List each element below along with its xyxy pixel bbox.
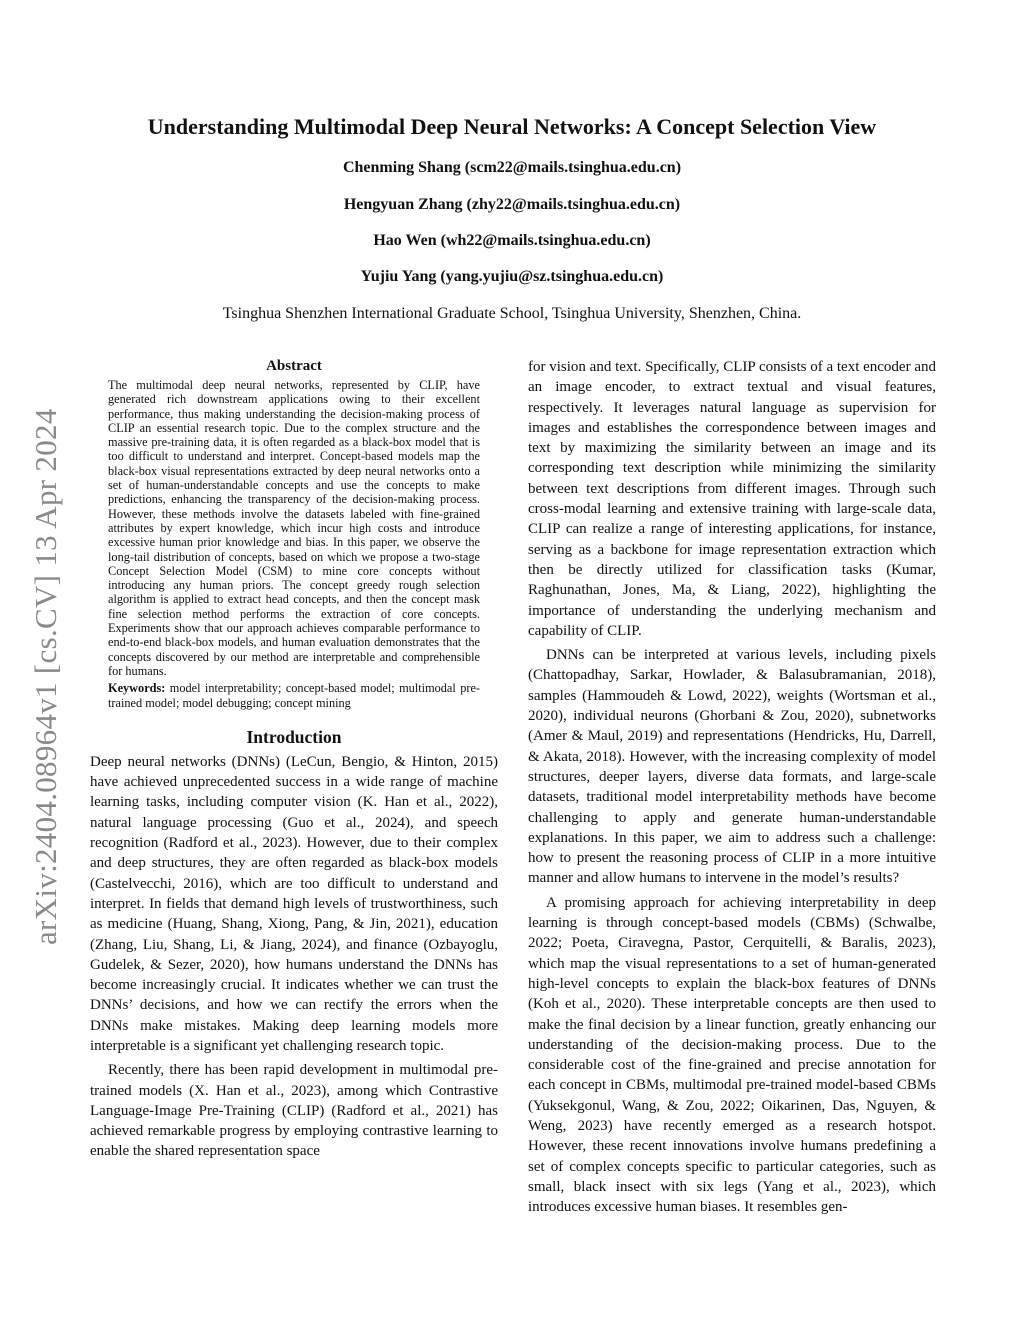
abstract-heading: Abstract — [266, 358, 322, 374]
author-1: Chenming Shang (scm22@mails.tsinghua.edu.cn) — [342, 159, 682, 176]
intro-paragraph-5: A promising approach for achieving interpretability in deep learning is through concept-based models (CBMs) (Schwalbe, 2022; Poeta, Ciravegna, Pastor, Cerquitelli, & Baralis, 2023), which map the visual representations to a set of human-generated high-level concepts to explain the black-box features of DNNs (Koh et al., 2020). These interpretable concepts are then used to make the final decision by a linear function, greatly enhancing our understanding of the decision-making process. Due to the considerable cost of the fine-grained and precise annotation for each concept in CBMs, multimodal pre-trained model-based CBMs (Yuksekgonul, Wang, & Zou, 2022; Oikarinen, Das, Nguyen, & Weng, 2023) have recently emerged as a research hotspot. However, these recent innovations involve humans predefining a set of complex concepts specific to particular categories, such as small, black insect with six legs (Yang et al., 2023), which introduces excessive human biases. It resembles gen- — [528, 894, 936, 1216]
arxiv-stamp: arXiv:2404.08964v1 [cs.CV] 13 Apr 2024 — [28, 408, 63, 945]
affiliation: Tsinghua Shenzhen International Graduate School, Tsinghua University, Shenzhen, China. — [222, 305, 802, 322]
keywords — [108, 681, 480, 710]
left-column — [90, 358, 498, 1162]
intro-paragraph-4: DNNs can be interpreted at various levels, including pixels (Chattopadhay, Sarkar, Howlader, & Balasubramanian, 2018), samples (Hammoudeh & Lowd, 2022), weights (Wortsman et al., 2020), individual neurons (Ghorbani & Zou, 2020), subnetworks (Amer & Maul, 2019) and representations (Hendricks, Hu, Darrell, & Akata, 2018). However, with the increasing complexity of model structures, deeper layers, diverse data formats, and large-scale datasets, traditional model interpretability methods have become challenging to apply and generate human-understandable explanations. In this paper, we aim to address such a challenge: how to present the reasoning process of CLIP in a more intuitive manner and allow humans to intervene in the model’s results? — [528, 647, 936, 887]
intro-paragraph-1: Deep neural networks (DNNs) (LeCun, Bengio, & Hinton, 2015) have achieved unprecedented success in a wide range of machine learning tasks, including computer vision (K. Han et al., 2022), natural language processing (Guo et al., 2024), and speech recognition (Radford et al., 2023). However, due to their complex and deep structures, they are often regarded as black-box models (Castelvecchi, 2016), which are too difficult to understand and interpret. In fields that demand high levels of trustworthiness, such as medicine (Huang, Shang, Xiong, Pang, & Jin, 2021), education (Zhang, Liu, Shang, Li, & Jiang, 2024), and finance (Ozbayoglu, Gudelek, & Sezer, 2020), how humans understand the DNNs has become increasingly crucial. It indicates whether we can trust the DNNs’ decisions, and how we can rectify the errors when the DNNs make mistakes. Making deep learning models more interpretable is a significant yet challenging research topic. — [90, 753, 498, 1054]
intro-paragraph-3: for vision and text. Specifically, CLIP consists of a text encoder and an image encoder, to extract textual and visual features, respectively. It leverages natural language as supervision for images and establishes the correspondence between images and text by maximizing the similarity between an image and its corresponding text description while minimizing the similarity between text descriptions from different images. Through such cross-modal learning and extensive training with large-scale data, CLIP can realize a range of interesting applications, for instance, serving as a backbone for image representation extraction which then be directly utilized for classification tasks (Kumar, Raghunathan, Jones, Ma, & Liang, 2022), highlighting the importance of understanding the underlying mechanism and capability of CLIP. — [528, 359, 936, 639]
keywords-label: Keywords: — [108, 681, 166, 696]
intro-paragraph-2: Recently, there has been rapid development in multimodal pre-trained models (X. Han et al., 2023), among which Contrastive Language-Image Pre-Training (CLIP) (Radford et al., 2021) has achieved remarkable progress by employing contrastive learning to enable the shared representation space — [90, 1062, 498, 1160]
author-3: Hao Wen (wh22@mails.tsinghua.edu.cn) — [373, 232, 651, 249]
keywords-text: model interpretability; concept-based model; multimodal pre-trained model; model debugging; concept mining — [108, 681, 480, 710]
paper-title: Understanding Multimodal Deep Neural Networks: A Concept Selection View — [147, 114, 877, 139]
abstract-text: The multimodal deep neural networks, represented by CLIP, have generated rich downstream applications owing to their excellent performance, thus making understanding the decision-making process of CLIP an essential research topic. Due to the complex structure and the massive pre-training data, it is often regarded as a black-box model that is too difficult to understand and interpret. Concept-based models map the black-box visual representations extracted by deep neural networks onto a set of human-understandable concepts and use the concepts to make predictions, enhancing the transparency of the decision-making process. However, these methods involve the datasets labeled with fine-grained attributes by expert knowledge, which incur high costs and introduce excessive human prior knowledge and bias. In this paper, we observe the long-tail distribution of concepts, based on which we propose a two-stage Concept Selection Model (CSM) to mine core concepts without introducing any human priors. The concept greedy rough selection algorithm is applied to extract head concepts, and then the concept mask fine selection method performs the extraction of core concepts. Experiments show that our approach achieves comparable performance to end-to-end black-box models, and human evaluation demonstrates that the concepts discovered by our method are interpretable and comprehensible for humans. — [108, 378, 480, 678]
author-2: Hengyuan Zhang (zhy22@mails.tsinghua.edu.cn) — [343, 196, 681, 213]
introduction-heading: Introduction — [246, 726, 342, 747]
author-4: Yujiu Yang (yang.yujiu@sz.tsinghua.edu.cn) — [360, 268, 664, 285]
right-column — [528, 357, 936, 1217]
